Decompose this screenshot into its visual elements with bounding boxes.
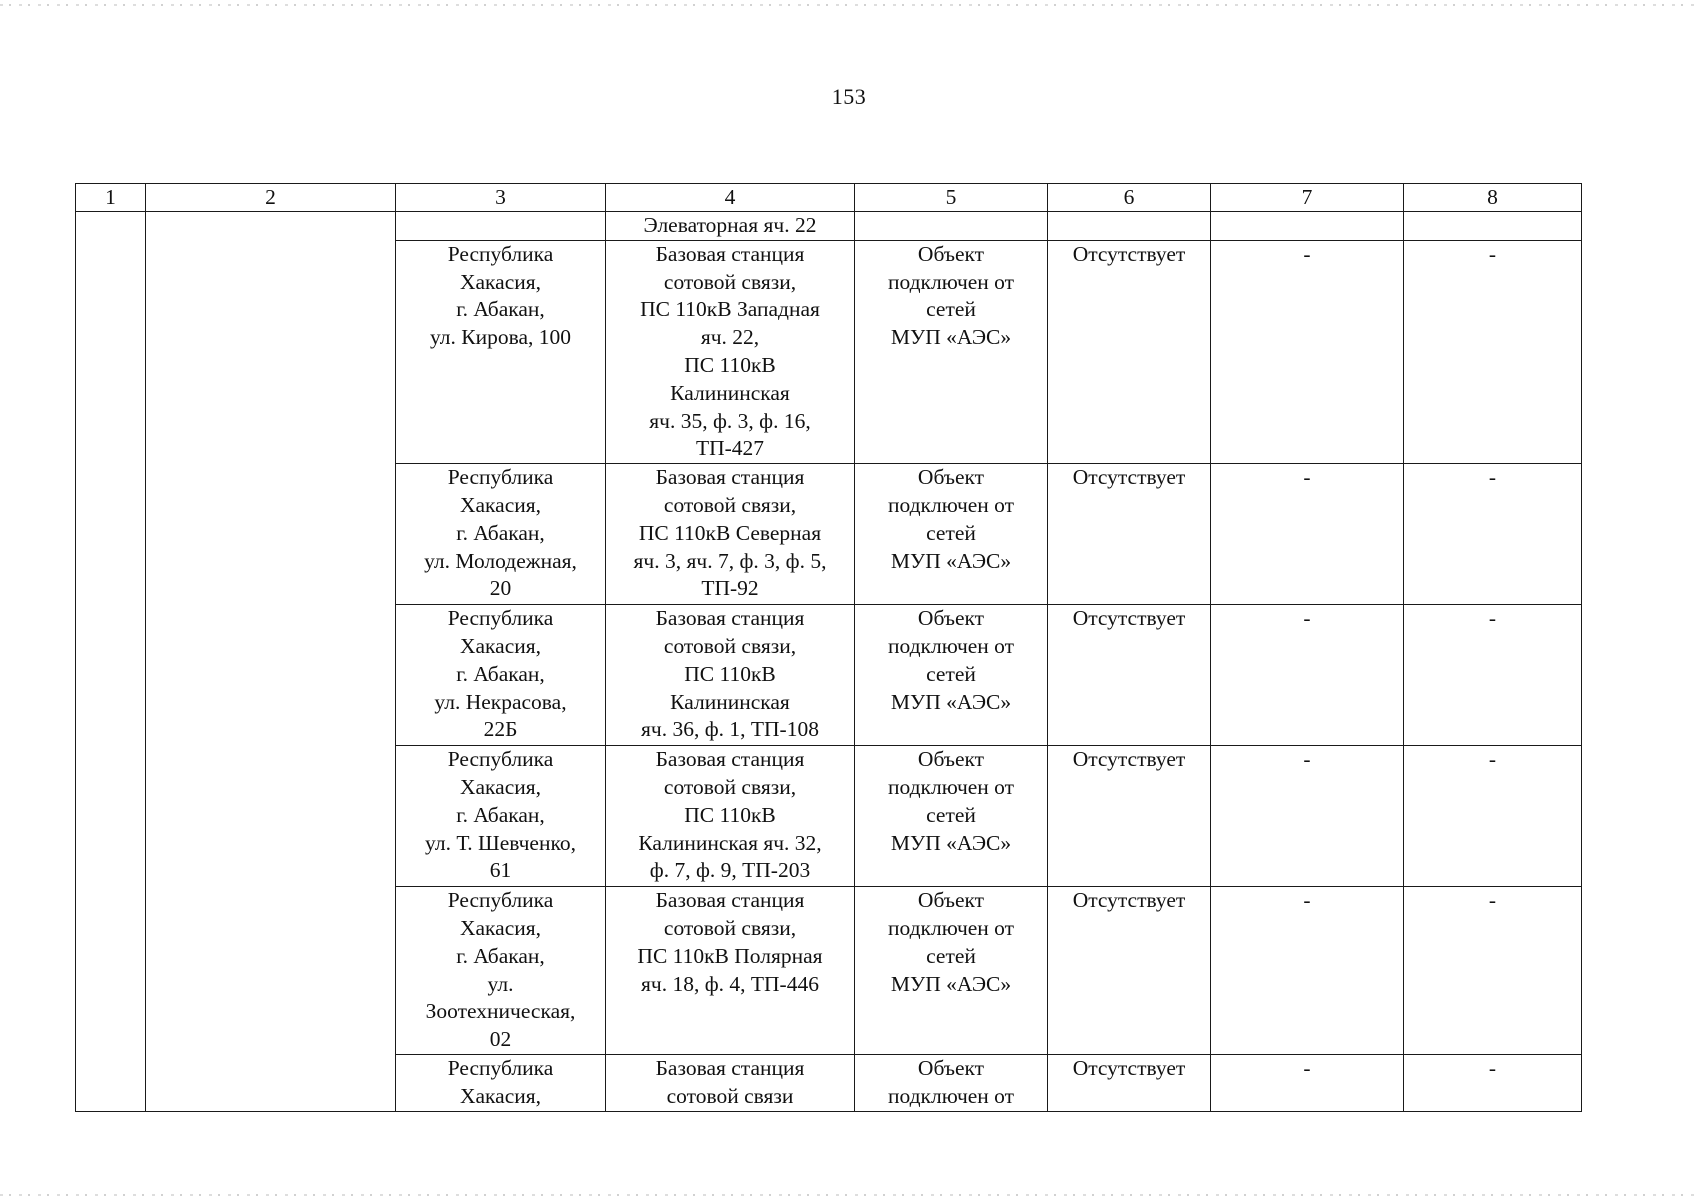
address-line: Хакасия, (459, 492, 542, 517)
object-line: Базовая станция (655, 606, 805, 631)
object-line: яч. 36, ф. 1, ТП-108 (641, 717, 819, 742)
object-line: Базовая станция (655, 888, 805, 913)
object-line: яч. 3, яч. 7, ф. 3, ф. 5, (633, 548, 827, 573)
blank-cell (1211, 212, 1404, 241)
object-line: Калининская (670, 689, 790, 714)
address-line: г. Абакан, (456, 520, 545, 545)
column-number: 4 (606, 184, 855, 212)
absence-cell: Отсутствует (1048, 887, 1211, 1055)
dash-cell: - (1404, 887, 1582, 1055)
status-line: Объект (917, 241, 985, 266)
column-number-row (76, 184, 1582, 212)
status-line: сетей (926, 661, 976, 686)
dash-cell: - (1211, 464, 1404, 605)
status-line: Объект (917, 465, 985, 490)
address-cell (396, 1055, 606, 1112)
status-line: подключен от (887, 915, 1015, 940)
address-line: Хакасия, (459, 633, 542, 658)
status-line: сетей (926, 802, 976, 827)
address-line: г. Абакан, (456, 661, 545, 686)
blank-cell (1404, 212, 1582, 241)
address-cell (396, 605, 606, 746)
status-line: подключен от (887, 1083, 1015, 1108)
object-line: ф. 7, ф. 9, ТП-203 (649, 858, 811, 883)
absence-cell: Отсутствует (1048, 1055, 1211, 1112)
address-line: Республика (447, 606, 554, 631)
address-line: ул. Некрасова, (434, 689, 567, 714)
address-line: г. Абакан, (456, 802, 545, 827)
dash-cell: - (1211, 605, 1404, 746)
object-line: Калининская (670, 380, 790, 405)
dash-cell: - (1404, 746, 1582, 887)
object-line: яч. 22, (700, 325, 760, 350)
scan-edge-top (0, 4, 1698, 6)
status-line: Объект (917, 1056, 985, 1081)
address-line: ул. Молодежная, (424, 548, 577, 573)
address-line: ул. Кирова, 100 (429, 325, 572, 350)
address-line: г. Абакан, (456, 297, 545, 322)
dash-cell: - (1211, 887, 1404, 1055)
blank-cell (396, 212, 606, 241)
status-cell (855, 240, 1048, 463)
status-cell (855, 605, 1048, 746)
address-line: ул. (487, 971, 514, 996)
object-line: ПС 110кВ Западная (640, 297, 820, 322)
absence-cell: Отсутствует (1048, 746, 1211, 887)
address-line: Республика (447, 241, 554, 266)
address-line: Хакасия, (459, 915, 542, 940)
object-line: яч. 35, ф. 3, ф. 16, (649, 408, 811, 433)
status-cell (855, 887, 1048, 1055)
object-line: ПС 110кВ (684, 661, 776, 686)
column-number: 1 (76, 184, 146, 212)
address-line: Хакасия, (459, 1083, 542, 1108)
object-line: ПС 110кВ Северная (638, 520, 822, 545)
object-cell (606, 887, 855, 1055)
blank-cell-col2 (146, 212, 396, 1112)
status-line: МУП «АЭС» (890, 325, 1012, 350)
column-number: 7 (1211, 184, 1404, 212)
dash-cell: - (1404, 240, 1582, 463)
address-line: Республика (447, 747, 554, 772)
address-line: 02 (489, 1027, 512, 1052)
address-line: Республика (447, 1056, 554, 1081)
address-line: г. Абакан, (456, 943, 545, 968)
status-line: подключен от (887, 633, 1015, 658)
column-number: 6 (1048, 184, 1211, 212)
address-cell (396, 746, 606, 887)
object-cell (606, 240, 855, 463)
object-line: сотовой связи, (663, 774, 797, 799)
object-line: сотовой связи, (663, 915, 797, 940)
data-table (75, 183, 1582, 1112)
status-cell (855, 464, 1048, 605)
dash-cell: - (1211, 1055, 1404, 1112)
object-line: Калининская яч. 32, (638, 830, 822, 855)
status-line: подключен от (887, 492, 1015, 517)
dash-cell: - (1404, 1055, 1582, 1112)
address-line: Республика (447, 465, 554, 490)
object-line: Базовая станция (655, 747, 805, 772)
status-line: сетей (926, 520, 976, 545)
object-line: сотовой связи, (663, 269, 797, 294)
absence-cell: Отсутствует (1048, 240, 1211, 463)
status-line: Объект (917, 606, 985, 631)
address-line: 61 (489, 858, 512, 883)
object-line: ПС 110кВ Полярная (637, 943, 823, 968)
status-line: сетей (926, 297, 976, 322)
page-number: 153 (831, 84, 867, 109)
status-line: МУП «АЭС» (890, 971, 1012, 996)
status-line: подключен от (887, 774, 1015, 799)
object-cell: Элеваторная яч. 22 (606, 212, 855, 241)
object-cell (606, 605, 855, 746)
address-line: Хакасия, (459, 269, 542, 294)
status-line: Объект (917, 888, 985, 913)
table-row-continuation (76, 212, 1582, 241)
object-line: Базовая станция (655, 1056, 805, 1081)
address-cell (396, 240, 606, 463)
status-line: МУП «АЭС» (890, 689, 1012, 714)
address-line: Хакасия, (459, 774, 542, 799)
column-number: 5 (855, 184, 1048, 212)
status-line: МУП «АЭС» (890, 830, 1012, 855)
status-line: МУП «АЭС» (890, 548, 1012, 573)
address-line: Республика (447, 888, 554, 913)
dash-cell: - (1404, 605, 1582, 746)
object-line: ПС 110кВ (684, 352, 776, 377)
address-line: 22Б (483, 717, 518, 742)
absence-cell: Отсутствует (1048, 464, 1211, 605)
object-line: Базовая станция (655, 465, 805, 490)
object-line: сотовой связи, (663, 633, 797, 658)
object-cell (606, 1055, 855, 1112)
address-cell (396, 464, 606, 605)
address-line: 20 (489, 576, 512, 601)
dash-cell: - (1211, 746, 1404, 887)
absence-cell: Отсутствует (1048, 605, 1211, 746)
object-line: ПС 110кВ (684, 802, 776, 827)
column-number: 3 (396, 184, 606, 212)
object-line: Базовая станция (655, 241, 805, 266)
column-number: 8 (1404, 184, 1582, 212)
address-cell (396, 887, 606, 1055)
object-line: сотовой связи, (663, 492, 797, 517)
status-line: подключен от (887, 269, 1015, 294)
status-line: сетей (926, 943, 976, 968)
dash-cell: - (1404, 464, 1582, 605)
status-cell (855, 746, 1048, 887)
blank-cell (855, 212, 1048, 241)
object-line: сотовой связи (666, 1083, 794, 1108)
address-line: Зоотехническая, (425, 999, 576, 1024)
status-cell (855, 1055, 1048, 1112)
blank-cell-col1 (76, 212, 146, 1112)
address-line: ул. Т. Шевченко, (425, 830, 576, 855)
column-number: 2 (146, 184, 396, 212)
scan-edge-bottom (0, 1194, 1698, 1196)
object-line: яч. 18, ф. 4, ТП-446 (641, 971, 819, 996)
blank-cell (1048, 212, 1211, 241)
status-line: Объект (917, 747, 985, 772)
object-cell (606, 746, 855, 887)
object-cell (606, 464, 855, 605)
dash-cell: - (1211, 240, 1404, 463)
object-line: ТП-427 (695, 436, 765, 461)
object-line: ТП-92 (701, 576, 759, 601)
